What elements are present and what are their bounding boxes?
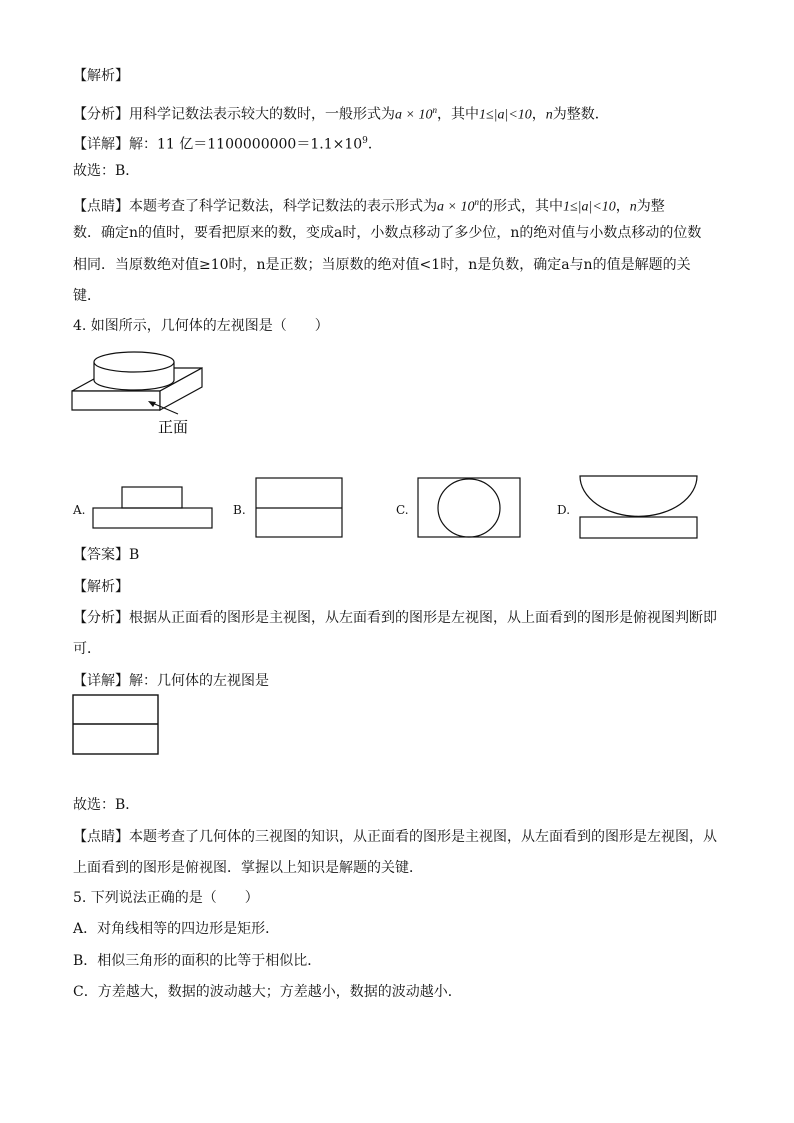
line-jiexi-2: 【解析】 xyxy=(73,579,129,595)
line-xiangjie-2: 【详解】解：几何体的左视图是 xyxy=(73,673,269,689)
option-c-figure xyxy=(417,477,522,539)
front-label: 正面 xyxy=(158,418,189,436)
text: ． xyxy=(367,136,382,153)
answer-line: 【答案】B xyxy=(73,547,140,563)
line-guxuan-1: 故选：B． xyxy=(73,163,140,179)
cylinder-top xyxy=(94,352,174,372)
option-a-figure xyxy=(92,486,214,530)
line-fenxi-1 xyxy=(73,100,609,126)
text: 为整数． xyxy=(552,106,609,123)
text: 【分析】用科学记数法表示较大的数时，一般形式为 xyxy=(73,106,395,123)
math-sup: n xyxy=(474,197,479,207)
line-dianjing-4: 键． xyxy=(73,288,101,304)
slab-front xyxy=(72,391,160,410)
text: 【详解】解：11 亿＝1100000000＝1.1×10 xyxy=(73,136,363,153)
line-jiexi-1: 【解析】 xyxy=(73,68,129,84)
q5-option-b: B．相似三角形的面积的比等于相似比． xyxy=(73,953,322,969)
answer-figure xyxy=(72,694,160,756)
line-guxuan-2: 故选：B． xyxy=(73,797,140,813)
line-dianjing-2: 数．确定n的值时，要看把原来的数，变成a时，小数点移动了多少位，n的绝对值与小数点移动的位数 xyxy=(73,225,702,241)
math-a10: a × 10 xyxy=(437,199,475,215)
option-a-label: A. xyxy=(73,503,86,517)
math-sup: 9 xyxy=(362,136,368,146)
text: ，其中 xyxy=(436,106,479,123)
q5-option-c: C．方差越大，数据的波动越大；方差越小，数据的波动越小． xyxy=(73,984,462,1000)
line-dianjing-3: 相同．当原数绝对值≥10时，n是正数；当原数的绝对值<1时，n是负数，确定a与n的值是解题的关 xyxy=(73,257,691,273)
figure-3d-solid xyxy=(68,346,208,441)
text: 【点睛】本题考查了科学记数法，科学记数法的表示形式为 xyxy=(73,198,437,215)
text: 为整 xyxy=(636,198,665,215)
option-b-label: B. xyxy=(233,503,246,517)
text: ， xyxy=(531,106,546,123)
line-dianjing-5: 【点睛】本题考查了几何体的三视图的知识，从正面看的图形是主视图，从左面看到的图形是左视图，从 xyxy=(73,829,717,845)
math-range: 1≤|a|<10 xyxy=(478,107,532,123)
option-d-label: D. xyxy=(557,503,571,517)
math-n: n xyxy=(545,107,553,123)
question-5: 5. 下列说法正确的是（ ） xyxy=(73,890,259,906)
line-dianjing-1 xyxy=(73,192,665,218)
line-fenxi-2: 【分析】根据从正面看的图形是主视图，从左面看到的图形是左视图，从上面看到的图形是俯视图判断即 xyxy=(73,610,717,626)
line-xiangjie-1 xyxy=(73,131,382,155)
line-fenxi-3: 可． xyxy=(73,641,101,657)
text: ， xyxy=(615,198,630,215)
text: 的形式，其中 xyxy=(478,198,563,215)
math-a10: a × 10 xyxy=(395,107,433,123)
math-range: 1≤|a|<10 xyxy=(562,199,616,215)
line-dianjing-6: 上面看到的图形是俯视图．掌握以上知识是解题的关键． xyxy=(73,860,423,876)
option-b-figure xyxy=(255,477,345,539)
math-n: n xyxy=(629,199,637,215)
option-c-label: C. xyxy=(396,503,409,517)
question-4: 4. 如图所示，几何体的左视图是（ ） xyxy=(73,318,329,334)
math-sup: n xyxy=(432,105,437,115)
q5-option-a: A．对角线相等的四边形是矩形． xyxy=(73,921,280,937)
option-d-figure xyxy=(578,474,700,540)
